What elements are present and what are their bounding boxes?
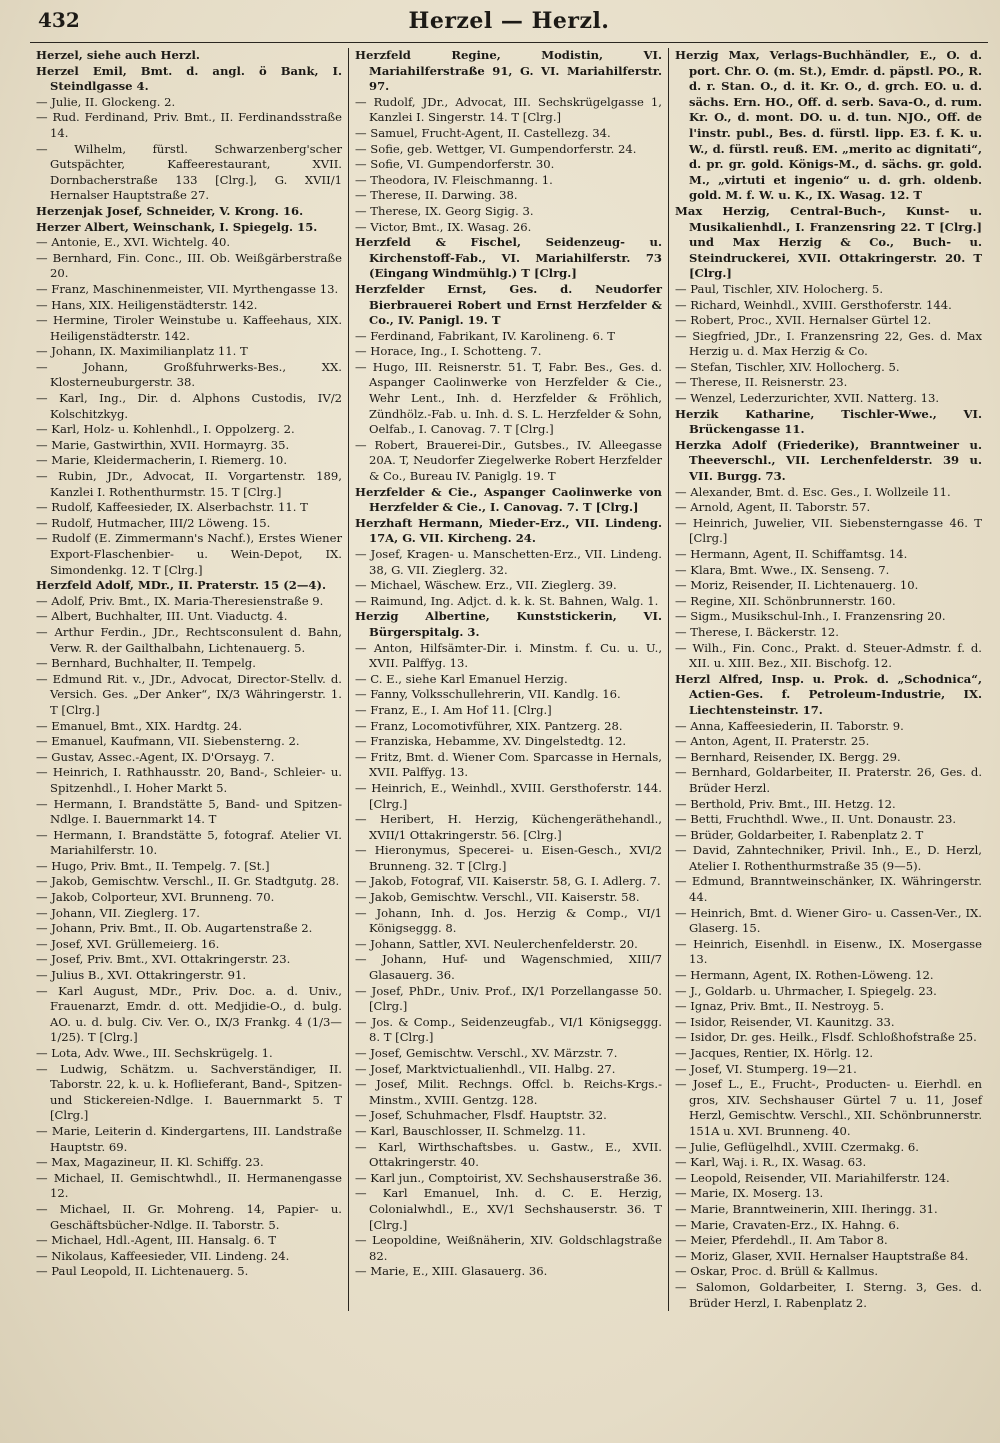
directory-entry: — Johann, Sattler, XVI. Neulerchenfelderstr. 20. bbox=[355, 936, 638, 951]
directory-entry: — Emanuel, Kaufmann, VII. Siebensterng. 2. bbox=[36, 734, 300, 749]
directory-entry: — Therese, II. Reisnerstr. 23. bbox=[675, 375, 848, 390]
directory-entry: — Franz, E., I. Am Hof 11. [Clrg.] bbox=[355, 702, 552, 717]
directory-entry: — Nikolaus, Kaffeesieder, VII. Lindeng. 24. bbox=[36, 1248, 290, 1263]
directory-entry: — Betti, Fruchthdl. Wwe., II. Unt. Donaustr. 23. bbox=[675, 812, 957, 827]
directory-heading-entry: Herzel Emil, Bmt. d. angl. ö Bank, I. Steindlgasse 4. bbox=[36, 63, 342, 94]
directory-entry: — Therese, I. Bäckerstr. 12. bbox=[675, 624, 839, 639]
directory-entry: — Johann, Inh. d. Jos. Herzig & Comp., VI/1 Königseggg. 8. bbox=[355, 905, 662, 936]
directory-heading-entry: Herzenjak Josef, Schneider, V. Krong. 16. bbox=[36, 203, 304, 218]
directory-entry: — Heinrich, Bmt. d. Wiener Giro- u. Cassen-Ver., IX. Glaserg. 15. bbox=[675, 905, 982, 936]
directory-heading-entry: Max Herzig, Central-Buch-, Kunst- u. Musikalienhdl., I. Franzensring 22. T [Clrg.] und Max Herzig & Co., Buch- u. Steindruckerei, XVII. Ottakringerstr. 20. T [Clrg.] bbox=[675, 203, 982, 281]
directory-entry: — Hermann, Agent, II. Schiffamtsg. 14. bbox=[675, 547, 908, 561]
directory-entry: — Anna, Kaffeesiederin, II. Taborstr. 9. bbox=[675, 718, 904, 733]
directory-entry: — Gustav, Assec.-Agent, IX. D'Orsayg. 7. bbox=[36, 749, 275, 764]
directory-entry: — Karl Emanuel, Inh. d. C. E. Herzig, Colonialwhdl., E., XV/1 Sechshauserstr. 36. T [Clrg.] bbox=[355, 1186, 662, 1232]
directory-entry: — Alexander, Bmt. d. Esc. Ges., I. Wollzeile 11. bbox=[675, 484, 951, 499]
directory-entry: — Meier, Pferdehdl., II. Am Tabor 8. bbox=[675, 1233, 888, 1248]
directory-entry: — Anton, Hilfsämter-Dir. i. Minstm. f. Cu. u. U., XVII. Palffyg. 13. bbox=[355, 640, 662, 671]
directory-heading-entry: Herzfelder Ernst, Ges. d. Neudorfer Bierbrauerei Robert und Ernst Herzfelder & Co., IV. Panigl. 19. T bbox=[355, 281, 662, 328]
directory-entry: — Lota, Adv. Wwe., III. Sechskrügelg. 1. bbox=[36, 1046, 273, 1060]
directory-entry: — Karl, Bauschlosser, II. Schmelzg. 11. bbox=[355, 1123, 586, 1138]
directory-entry: — Hermann, I. Brandstätte 5, Band- und Spitzen-Ndlge. I. Bauernmarkt 14. T bbox=[36, 796, 342, 827]
directory-entry: — Marie, Leiterin d. Kindergartens, III. Landstraße Hauptstr. 69. bbox=[36, 1123, 342, 1154]
directory-entry: — David, Zahntechniker, Privil. Inh., E., D. Herzl, Atelier I. Rothenthurmstraße 35 (9—5). bbox=[675, 843, 982, 873]
directory-entry: — Marie, Gastwirthin, XVII. Hormayrg. 35. bbox=[36, 437, 290, 452]
directory-entry: — Bernhard, Reisender, IX. Bergg. 29. bbox=[675, 749, 901, 764]
directory-heading-entry: Herzer Albert, Weinschank, I. Spiegelg. 15. bbox=[36, 219, 318, 234]
directory-entry: — Paul Leopold, II. Lichtenauerg. 5. bbox=[36, 1264, 249, 1279]
directory-entry: — Ludwig, Schätzm. u. Sachverständiger, II. Taborstr. 22, k. u. k. Hoflieferant, Band-, Spitzen- und Stickereien-Ndlge. I. Bauernmarkt 5. T [Clrg.] bbox=[36, 1061, 342, 1123]
directory-columns bbox=[30, 48, 988, 1311]
directory-entry: — Heinrich, E., Weinhdl., XVIII. Gersthoferstr. 144. [Clrg.] bbox=[355, 780, 662, 811]
directory-entry: — Hieronymus, Specerei- u. Eisen-Gesch., XVI/2 Brunneng. 32. T [Clrg.] bbox=[355, 843, 662, 873]
directory-entry: — Johann, Huf- und Wagenschmied, XIII/7 Glasauerg. 36. bbox=[355, 952, 662, 983]
directory-heading-entry: Herzfeld Regine, Modistin, VI. Mariahilferstraße 91, G. VI. Mariahilferstr. 97. bbox=[355, 48, 662, 94]
directory-entry: — Hermann, Agent, IX. Rothen-Löweng. 12. bbox=[675, 968, 934, 983]
directory-entry: — Johann, IX. Maximilianplatz 11. T bbox=[36, 344, 248, 359]
directory-entry: — Josef L., E., Frucht-, Producten- u. Eierhdl. en gros, XIV. Sechshauser Gürtel 7 u. 11, Josef Herzl, Gemischtw. Verschl., XII. Schönbrunnerstr. 151A u. XVI. Brunneng. 40. bbox=[675, 1077, 982, 1138]
directory-heading-entry: Herzig Max, Verlags-Buchhändler, E., O. d. port. Chr. O. (m. St.), Emdr. d. päpstl. PO., R. d. r. Stan. O., d. it. Kr. O., d. grch. EO. u. d. sächs. Ern. HO., Off. d. serb. Sava-O., d. rum. Kr. O., d. mont. DO. u. d. tun. NJO., Off. de l'instr. publ., Bes. d. fürstl. lipp. E3. f. K. u. W., d. fürstl. reuß. EM. „merito ac dignitati“, d. pr. gr. gold. Königs-M., d. sächs. gr. gold. M., „virtuti et ingenio“ u. d. grh. oldenb. gold. M. f. W. u. K., IX. Wasag. 12. T bbox=[675, 48, 982, 203]
directory-entry: — Jakob, Gemischtw. Verschl., VII. Kaiserstr. 58. bbox=[355, 890, 640, 905]
directory-heading-entry: Herzel, siehe auch Herzl. bbox=[36, 48, 200, 62]
directory-entry: — Johann, VII. Zieglerg. 17. bbox=[36, 905, 200, 920]
directory-entry: — Raimund, Ing. Adjct. d. k. k. St. Bahnen, Walg. 1. bbox=[355, 593, 659, 608]
directory-entry: — Josef, XVI. Grüllemeierg. 16. bbox=[36, 936, 220, 951]
directory-entry: — Salomon, Goldarbeiter, I. Sterng. 3, Ges. d. Brüder Herzl, I. Rabenplatz 2. bbox=[675, 1279, 982, 1310]
directory-entry: — Robert, Proc., XVII. Hernalser Gürtel 12. bbox=[675, 313, 932, 328]
directory-entry: — Therese, IX. Georg Sigig. 3. bbox=[355, 203, 534, 218]
directory-entry: — Max, Magazineur, II. Kl. Schiffg. 23. bbox=[36, 1155, 264, 1170]
directory-entry: — Johann, Priv. Bmt., II. Ob. Augartenstraße 2. bbox=[36, 921, 313, 936]
directory-entry: — Josef, Gemischtw. Verschl., XV. Märzstr. 7. bbox=[355, 1046, 618, 1060]
directory-entry: — Sofie, VI. Gumpendorferstr. 30. bbox=[355, 157, 555, 172]
directory-entry: — Leopold, Reisender, VII. Mariahilferstr. 124. bbox=[675, 1170, 950, 1185]
directory-entry: — Josef, Schuhmacher, Flsdf. Hauptstr. 32. bbox=[355, 1108, 607, 1123]
directory-heading-entry: Herzfelder & Cie., Aspanger Caolinwerke von Herzfelder & Cie., I. Canovag. 7. T [Clrg.] bbox=[355, 484, 662, 515]
directory-heading-entry: Herzhaft Hermann, Mieder-Erz., VII. Lindeng. 17A, G. VII. Kircheng. 24. bbox=[355, 515, 662, 546]
directory-entry: — Karl, Wirthschaftsbes. u. Gastw., E., XVII. Ottakringerstr. 40. bbox=[355, 1139, 662, 1170]
column-3 bbox=[668, 48, 988, 1311]
directory-entry: — Samuel, Frucht-Agent, II. Castellezg. 34. bbox=[355, 125, 611, 140]
directory-entry: — Jakob, Fotograf, VII. Kaiserstr. 58, G. I. Adlerg. 7. bbox=[355, 874, 661, 889]
directory-entry: — Hermann, I. Brandstätte 5, fotograf. Atelier VI. Mariahilferstr. 10. bbox=[36, 827, 342, 858]
directory-entry: — Rubin, JDr., Advocat, II. Vorgartenstr. 189, Kanzlei I. Rothenthurmstr. 15. T [Clrg.] bbox=[36, 469, 342, 499]
directory-entry: — Josef, Priv. Bmt., XVI. Ottakringerstr. 23. bbox=[36, 952, 291, 967]
directory-entry: — Sofie, geb. Wettger, VI. Gumpendorferstr. 24. bbox=[355, 141, 637, 156]
directory-entry: — Therese, II. Darwing. 38. bbox=[355, 188, 518, 203]
directory-entry: — Isidor, Reisender, VI. Kaunitzg. 33. bbox=[675, 1014, 895, 1029]
directory-entry: — Johann, Großfuhrwerks-Bes., XX. Klosterneuburgerstr. 38. bbox=[36, 359, 342, 390]
directory-entry: — Berthold, Priv. Bmt., III. Hetzg. 12. bbox=[675, 796, 896, 811]
directory-entry: — Hugo, Priv. Bmt., II. Tempelg. 7. [St.] bbox=[36, 858, 270, 873]
directory-entry: — Wilhelm, fürstl. Schwarzenberg'scher Gutspächter, Kaffeerestaurant, XVII. Dornbacherstraße 133 [Clrg.], G. XVII/1 Hernalser Hauptstraße 27. bbox=[36, 141, 342, 203]
directory-entry: — Fanny, Volksschullehrerin, VII. Kandlg. 16. bbox=[355, 687, 621, 702]
directory-entry: — Brüder, Goldarbeiter, I. Rabenplatz 2. T bbox=[675, 827, 924, 842]
directory-entry: — Ferdinand, Fabrikant, IV. Karolineng. 6. T bbox=[355, 328, 616, 343]
directory-entry: — Sigm., Musikschul-Inh., I. Franzensring 20. bbox=[675, 609, 946, 624]
directory-entry: — Franz, Maschinenmeister, VII. Myrthengasse 13. bbox=[36, 281, 339, 296]
directory-entry: — J., Goldarb. u. Uhrmacher, I. Spiegelg. 23. bbox=[675, 983, 937, 998]
directory-entry: — Oskar, Proc. d. Brüll & Kallmus. bbox=[675, 1264, 879, 1279]
directory-entry: — Emanuel, Bmt., XIX. Hardtg. 24. bbox=[36, 718, 243, 733]
directory-heading-entry: Herzfeld Adolf, MDr., II. Praterstr. 15 (2—4). bbox=[36, 578, 327, 593]
directory-entry: — C. E., siehe Karl Emanuel Herzig. bbox=[355, 671, 568, 686]
directory-heading-entry: Herzka Adolf (Friederike), Branntweiner u. Theeverschl., VII. Lerchenfelderstr. 39 u. VII. Burgg. 73. bbox=[675, 437, 982, 484]
directory-entry: — Julius B., XVI. Ottakringerstr. 91. bbox=[36, 968, 247, 983]
directory-entry: — Albert, Buchhalter, III. Unt. Viaductg. 4. bbox=[36, 609, 288, 624]
directory-heading-entry: Herzik Katharine, Tischler-Wwe., VI. Brückengasse 11. bbox=[675, 406, 982, 437]
directory-entry: — Julie, II. Glockeng. 2. bbox=[36, 94, 176, 109]
directory-entry: — Josef, Marktvictualienhdl., VII. Halbg. 27. bbox=[355, 1061, 616, 1076]
directory-entry: — Julie, Geflügelhdl., XVIII. Czermakg. 6. bbox=[675, 1139, 919, 1154]
column-1 bbox=[30, 48, 348, 1311]
directory-entry: — Jakob, Colporteur, XVI. Brunneng. 70. bbox=[36, 890, 275, 905]
directory-entry: — Hermine, Tiroler Weinstube u. Kaffeehaus, XIX. Heiligenstädterstr. 142. bbox=[36, 313, 342, 343]
directory-entry: — Siegfried, JDr., I. Franzensring 22, Ges. d. Max Herzig u. d. Max Herzig & Co. bbox=[675, 328, 982, 359]
running-head: Herzel — Herzl. bbox=[408, 8, 610, 34]
directory-entry: — Adolf, Priv. Bmt., IX. Maria-Theresienstraße 9. bbox=[36, 593, 324, 608]
directory-entry: — Josef, VI. Stumperg. 19—21. bbox=[675, 1061, 857, 1076]
directory-entry: — Victor, Bmt., IX. Wasag. 26. bbox=[355, 219, 532, 234]
directory-entry: — Klara, Bmt. Wwe., IX. Senseng. 7. bbox=[675, 562, 890, 577]
directory-entry: — Rud. Ferdinand, Priv. Bmt., II. Ferdinandsstraße 14. bbox=[36, 110, 342, 140]
directory-entry: — Franziska, Hebamme, XV. Dingelstedtg. 12. bbox=[355, 734, 627, 749]
directory-entry: — Theodora, IV. Fleischmanng. 1. bbox=[355, 172, 553, 187]
directory-entry: — Marie, Cravaten-Erz., IX. Hahng. 6. bbox=[675, 1217, 900, 1232]
directory-entry: — Arthur Ferdin., JDr., Rechtsconsulent d. Bahn, Verw. R. der Gailthalbahn, Lichtenauerg. 5. bbox=[36, 624, 342, 655]
directory-entry: — Wilh., Fin. Conc., Prakt. d. Steuer-Admstr. f. d. XII. u. XIII. Bez., XII. Bischofg. 12. bbox=[675, 640, 982, 671]
directory-entry: — Karl jun., Comptoirist, XV. Sechshauserstraße 36. bbox=[355, 1170, 662, 1185]
directory-entry: — Marie, Branntweinerin, XIII. Iheringg. 31. bbox=[675, 1201, 938, 1216]
directory-heading-entry: Herzfeld & Fischel, Seidenzeug- u. Kirchenstoff-Fab., VI. Mariahilferstr. 73 (Eingang Windmühlg.) T [Clrg.] bbox=[355, 235, 662, 281]
directory-heading-entry: Herzl Alfred, Insp. u. Prok. d. „Schodnica“, Actien-Ges. f. Petroleum-Industrie, IX. Liechtensteinstr. 17. bbox=[675, 671, 982, 717]
page-number: 432 bbox=[38, 8, 80, 32]
directory-entry: — Marie, Kleidermacherin, I. Riemerg. 10. bbox=[36, 453, 287, 468]
directory-entry: — Jakob, Gemischtw. Verschl., II. Gr. Stadtgutg. 28. bbox=[36, 874, 340, 889]
directory-entry: — Michael, Hdl.-Agent, III. Hansalg. 6. T bbox=[36, 1233, 277, 1248]
directory-entry: — Wenzel, Lederzurichter, XVII. Natterg. 13. bbox=[675, 391, 940, 406]
directory-entry: — Leopoldine, Weißnäherin, XIV. Goldschlagstraße 82. bbox=[355, 1233, 662, 1263]
directory-entry: — Jacques, Rentier, IX. Hörlg. 12. bbox=[675, 1046, 874, 1060]
directory-entry: — Ignaz, Priv. Bmt., II. Nestroyg. 5. bbox=[675, 999, 885, 1014]
directory-entry: — Regine, XII. Schönbrunnerstr. 160. bbox=[675, 593, 896, 608]
directory-heading-entry: Herzig Albertine, Kunststickerin, VI. Bürgerspitalg. 3. bbox=[355, 609, 662, 639]
directory-entry: — Heinrich, I. Rathhausstr. 20, Band-, Schleier- u. Spitzenhdl., I. Hoher Markt 5. bbox=[36, 765, 342, 795]
directory-entry: — Fritz, Bmt. d. Wiener Com. Sparcasse in Hernals, XVII. Palffyg. 13. bbox=[355, 749, 662, 780]
directory-entry: — Hugo, III. Reisnerstr. 51. T, Fabr. Bes., Ges. d. Aspanger Caolinwerke von Herzfelder & Cie., Wehr Lent., Inh. d. Herzfelder & Fröhlich, Zündhölz.-Fab. u. Inh. d. S. L. Herzfelder & Sohn, Oelfab., I. Canovag. 7. T [Clrg.] bbox=[355, 359, 662, 437]
directory-entry: — Moriz, Glaser, XVII. Hernalser Hauptstraße 84. bbox=[675, 1248, 969, 1263]
directory-entry: — Rudolf (E. Zimmermann's Nachf.), Erstes Wiener Export-Flaschenbier- u. Wein-Depot, IX. Simondenkg. 12. T [Clrg.] bbox=[36, 531, 342, 577]
directory-entry: — Michael, II. Gemischtwhdl., II. Hermanengasse 12. bbox=[36, 1170, 342, 1201]
directory-entry: — Josef, PhDr., Univ. Prof., IX/1 Porzellangasse 50. [Clrg.] bbox=[355, 983, 662, 1014]
directory-entry: — Heinrich, Juwelier, VII. Siebensterngasse 46. T [Clrg.] bbox=[675, 515, 982, 546]
directory-entry: — Heribert, H. Herzig, Küchengeräthehandl., XVII/1 Ottakringerstr. 56. [Clrg.] bbox=[355, 812, 662, 842]
directory-entry: — Karl, Waj. i. R., IX. Wasag. 63. bbox=[675, 1155, 867, 1170]
directory-entry: — Isidor, Dr. ges. Heilk., Flsdf. Schloßhofstraße 25. bbox=[675, 1030, 977, 1045]
directory-entry: — Bernhard, Buchhalter, II. Tempelg. bbox=[36, 656, 256, 671]
directory-entry: — Heinrich, Eisenhdl. in Eisenw., IX. Mosergasse 13. bbox=[675, 936, 982, 967]
directory-entry: — Robert, Brauerei-Dir., Gutsbes., IV. Alleegasse 20A. T, Neudorfer Ziegelwerke Robert Herzfelder & Co., Bureau IV. Paniglg. 19. T bbox=[355, 437, 662, 484]
directory-entry: — Marie, E., XIII. Glasauerg. 36. bbox=[355, 1264, 548, 1279]
directory-entry: — Karl August, MDr., Priv. Doc. a. d. Univ., Frauenarzt, Emdr. d. ott. Medjidie-O., d. bulg. AO. u. d. bulg. Civ. Ver. O., IX/3 Frankg. 4 (1/3—1/25). T [Clrg.] bbox=[36, 983, 342, 1045]
directory-entry: — Rudolf, Kaffeesieder, IX. Alserbachstr. 11. T bbox=[36, 500, 308, 515]
directory-entry: — Michael, II. Gr. Mohreng. 14, Papier- u. Geschäftsbücher-Ndlge. II. Taborstr. 5. bbox=[36, 1201, 342, 1232]
directory-entry: — Jos. & Comp., Seidenzeugfab., VI/1 Königseggg. 8. T [Clrg.] bbox=[355, 1014, 662, 1045]
directory-entry: — Josef, Kragen- u. Manschetten-Erz., VII. Lindeng. 38, G. VII. Zieglerg. 32. bbox=[355, 547, 662, 577]
directory-entry: — Edmund, Branntweinschänker, IX. Währingerstr. 44. bbox=[675, 874, 982, 905]
page-header bbox=[30, 6, 988, 43]
directory-entry: — Moriz, Reisender, II. Lichtenauerg. 10. bbox=[675, 578, 919, 593]
directory-entry: — Bernhard, Goldarbeiter, II. Praterstr. 26, Ges. d. Brüder Herzl. bbox=[675, 765, 982, 795]
directory-entry: — Michael, Wäschew. Erz., VII. Zieglerg. 39. bbox=[355, 578, 617, 593]
directory-entry: — Antonie, E., XVI. Wichtelg. 40. bbox=[36, 235, 231, 250]
directory-entry: — Karl, Ing., Dir. d. Alphons Custodis, IV/2 Kolschitzkyg. bbox=[36, 391, 342, 421]
directory-entry: — Franz, Locomotivführer, XIX. Pantzerg. 28. bbox=[355, 718, 623, 733]
directory-entry: — Richard, Weinhdl., XVIII. Gersthoferstr. 144. bbox=[675, 297, 952, 312]
directory-entry: — Hans, XIX. Heiligenstädterstr. 142. bbox=[36, 297, 258, 312]
column-2 bbox=[348, 48, 668, 1311]
directory-entry: — Stefan, Tischler, XIV. Hollocherg. 5. bbox=[675, 359, 900, 374]
directory-entry: — Rudolf, JDr., Advocat, III. Sechskrügelgasse 1, Kanzlei I. Singerstr. 14. T [Clrg.] bbox=[355, 94, 662, 125]
directory-entry: — Bernhard, Fin. Conc., III. Ob. Weißgärberstraße 20. bbox=[36, 250, 342, 281]
directory-entry: — Rudolf, Hutmacher, III/2 Löweng. 15. bbox=[36, 515, 271, 530]
directory-entry: — Josef, Milit. Rechngs. Offcl. b. Reichs-Krgs.-Minstm., XVIII. Gentzg. 128. bbox=[355, 1077, 662, 1107]
directory-entry: — Marie, IX. Moserg. 13. bbox=[675, 1186, 824, 1201]
directory-entry: — Karl, Holz- u. Kohlenhdl., I. Oppolzerg. 2. bbox=[36, 422, 295, 437]
directory-entry: — Paul, Tischler, XIV. Holocherg. 5. bbox=[675, 281, 884, 296]
directory-entry: — Arnold, Agent, II. Taborstr. 57. bbox=[675, 500, 871, 515]
directory-entry: — Edmund Rit. v., JDr., Advocat, Director-Stellv. d. Versich. Ges. „Der Anker“, IX/3 Währingerstr. 1. T [Clrg.] bbox=[36, 671, 342, 717]
directory-entry: — Horace, Ing., I. Schotteng. 7. bbox=[355, 344, 542, 359]
directory-entry: — Anton, Agent, II. Praterstr. 25. bbox=[675, 734, 870, 749]
